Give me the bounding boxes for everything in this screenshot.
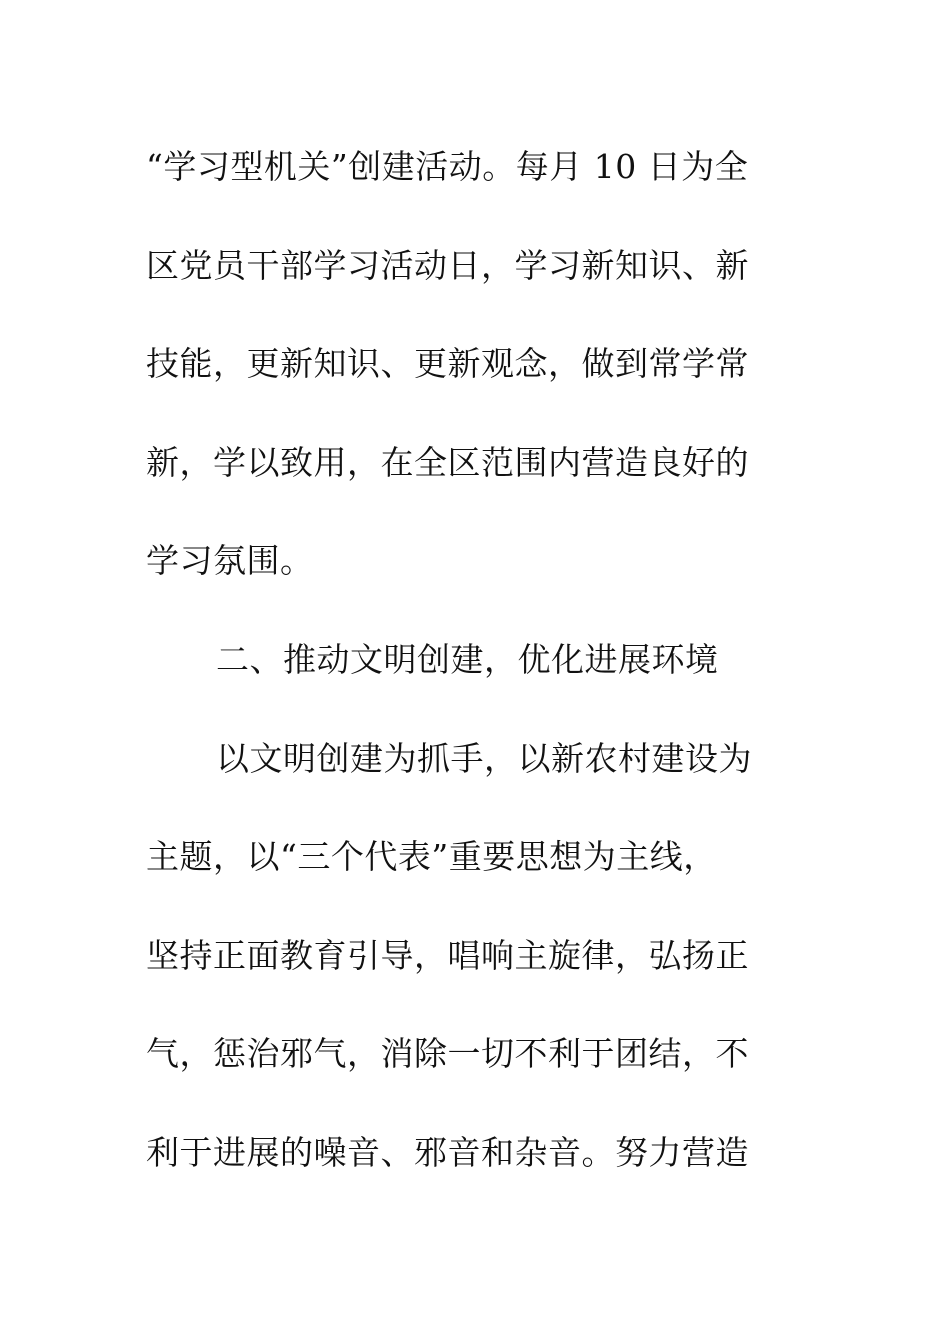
- paragraph-line: 新，学以致用，在全区范围内营造良好的: [146, 442, 749, 482]
- paragraph-line: “学习型机关”创建活动。每月 10 日为全: [146, 147, 749, 186]
- paragraph-line: 气，惩治邪气，消除一切不利于团结，不: [146, 1034, 749, 1074]
- paragraph-line: 坚持正面教育引导，唱响主旋律，弘扬正: [146, 935, 749, 975]
- paragraph-line: 利于进展的噪音、邪音和杂音。努力营造: [146, 1132, 749, 1172]
- body-text: [146, 118, 796, 1203]
- paragraph-line: 学习氛围。: [146, 541, 314, 581]
- section-heading: 二、推动文明创建，优化进展环境: [216, 639, 719, 679]
- paragraph-line: 主题，以“三个代表”重要思想为主线，: [146, 837, 717, 877]
- paragraph-line: 以文明创建为抓手，以新农村建设为: [216, 738, 752, 778]
- paragraph-line: 区党员干部学习活动日，学习新知识、新: [146, 245, 749, 285]
- paragraph-line: 技能，更新知识、更新观念，做到常学常: [146, 344, 749, 384]
